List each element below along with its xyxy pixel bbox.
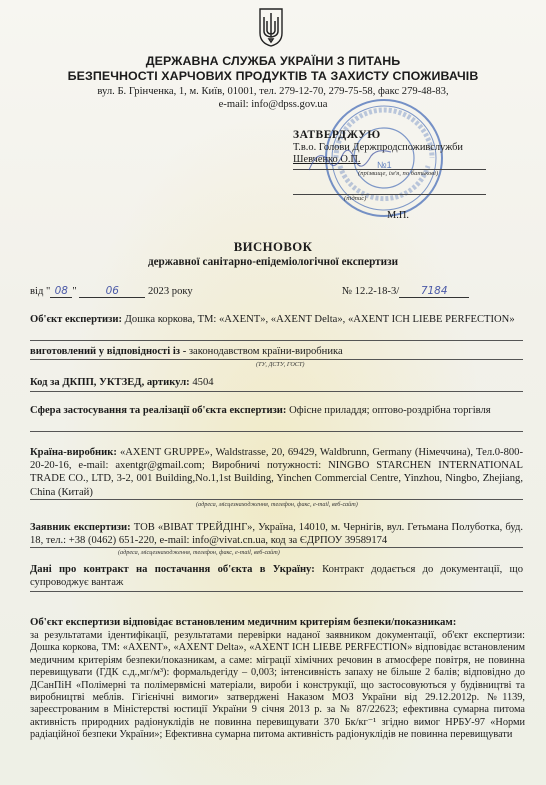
date-year: 2023 року — [147, 286, 193, 297]
trident-emblem-icon — [258, 7, 284, 47]
name-hint: (прізвище, ім'я, по батькові) — [358, 170, 439, 177]
divider — [30, 340, 523, 341]
document-title: ВИСНОВОК — [233, 240, 313, 254]
applicant-field: Заявник експертизи: ТОВ «ВІВАТ ТРЕЙДІНГ», Україна, 14010, м. Чернігів, вул. Гетьмана Полуботка, буд. 18, тел.: +38 (0462) 651-220, e-mail: info@vivat.cn.ua, код за ЄДРПОУ 39589174 — [30, 522, 523, 547]
divider — [30, 391, 523, 392]
signature-icon — [305, 140, 395, 180]
applicant-address-hint: (адреса, місцезнаходження, телефон, факс, e-mail, веб-сайт) — [118, 549, 280, 556]
org-email: e-mail: info@dpss.gov.ua — [218, 99, 328, 110]
seal-mark: М.П. — [387, 210, 409, 221]
approval-name: Шевченко О.П. — [293, 154, 361, 165]
scope-field: Сфера застосування та реалізації об'єкта експертизи: Офісне приладдя; оптово-роздрібна торгівля — [30, 405, 491, 416]
org-name-line1: ДЕРЖАВНА СЛУЖБА УКРАЇНИ З ПИТАНЬ — [145, 54, 401, 68]
date-month: 06 — [79, 285, 145, 298]
divider — [30, 547, 523, 548]
document-number: № 12.2-18-3/ 7184 — [342, 285, 469, 298]
signature-line — [293, 194, 486, 195]
divider — [30, 591, 523, 592]
country-field: Країна-виробник: «AXENT GRUPPE», Waldstrasse, 20, 69429, Waldbrunn, Germany (Німеччина), Тел.0-800-20-20-16, e-mail: axentgr@gmail.com; Виробничі потужності: NINGBO STARCHEN INTERNATIONAL TRADE CO., LTD, 3-2, 001 Building,No.1,1st Building, Yinchen Commercial Centre, Yinzhou, Ningbo, Zhejiang, China (Китай) — [30, 447, 524, 498]
divider — [30, 499, 523, 500]
country-address-hint: (адреса, місцезнаходження, телефон, факс, e-mail, веб-сайт) — [196, 501, 358, 508]
date-day: 08 — [50, 285, 72, 298]
document-subtitle: державної санітарно-епідеміологічної експертизи — [147, 256, 399, 268]
org-address: вул. Б. Грінченка, 1, м. Київ, 01001, тел. 279-12-70, 279-75-58, факс 279-48-83, — [97, 86, 449, 97]
manufactured-field: виготовлений у відповідності із - законодавством країни-виробника — [30, 346, 343, 357]
document-date: від " 08 " 06 2023 року — [30, 285, 193, 297]
manufactured-hint: (ТУ, ДСТУ, ГОСТ) — [256, 361, 305, 368]
divider — [30, 359, 523, 360]
conclusion-text: за результатами ідентифікації, результатами перевірки наданої заявником документації, об'єкт експертизи: Дошка коркова, ТМ: «AXENT», «AXENT Delta», «AXENT ICH LIEBE PERFECTION» відповідає встановленим медичним критеріям безпеки/показникам, а саме: міграції хімічних речовин в атмосфере повітря, не повинна перевищувати (ГДК с.д.,мг/м³): формальдегіду – 0,003; інтенсивність запаху не більше 2 балів; відповідно до ДСанПіН «Полімерні та полімервмісні матеріали, вироби і конструкції, що застосовуються у будівництві та виробництві меблів. Гігієнічні вимоги» затверджені Наказом МОЗ України від 29.12.2012р. №1139, зареєстрованим в Міністерстві юстиції України 9 січня 2013 р. за № 87/22623; ефективна сумарна питома активність природних радіонуклідів не повинна перевищувати 370 Бк/кг⁻¹ згідно вимог НРБУ-97 «Норми радіаційної безпеки України»; Ефективна сумарна питома активність радіонуклідів не повинна перевищувати — [30, 630, 525, 741]
signature-hint: (підпис) — [344, 195, 367, 202]
approval-title: ЗАТВЕРДЖУЮ — [293, 129, 381, 141]
code-field: Код за ДКПП, УКТЗЕД, артикул: 4504 — [30, 377, 214, 388]
contract-field: Дані про контракт на постачання об'єкта в Україну: Контракт додається до документації, що супроводжує вантаж — [30, 564, 523, 589]
divider — [30, 431, 523, 432]
approval-position: Т.в.о. Голови Держпродспоживслужби — [293, 142, 463, 153]
stamp-number: №1 — [377, 160, 392, 170]
number-handwritten: 7184 — [399, 285, 469, 298]
object-field: Об'єкт експертизи: Дошка коркова, ТМ: «AXENT», «AXENT Delta», «AXENT ICH LIEBE PERFECTION» — [30, 314, 515, 325]
conclusion-title: Об'єкт експертизи відповідає встановленим медичним критеріям безпеки/показникам: — [30, 616, 457, 628]
org-name-line2: БЕЗПЕЧНОСТІ ХАРЧОВИХ ПРОДУКТІВ ТА ЗАХИСТУ СПОЖИВАЧІВ — [67, 69, 479, 83]
